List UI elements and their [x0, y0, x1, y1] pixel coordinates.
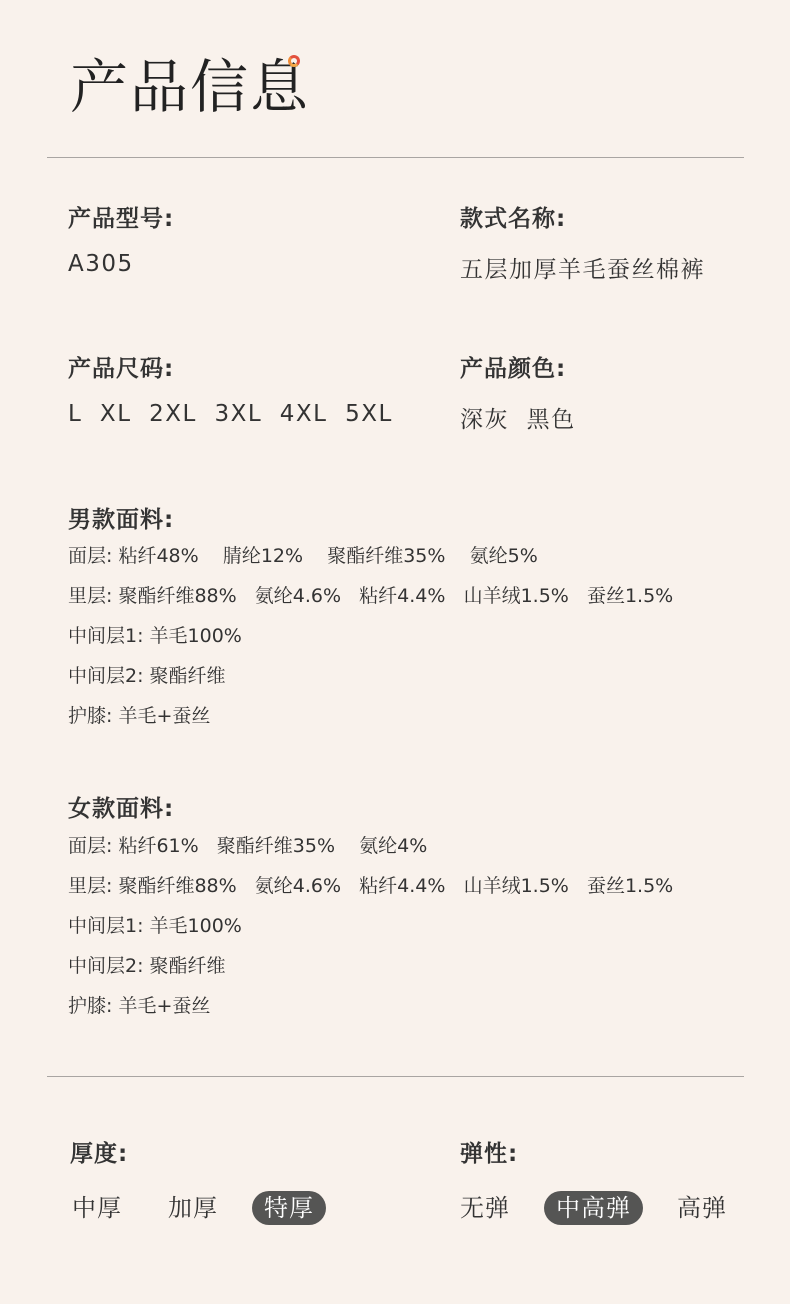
- men-fabric-line: 中间层2: 聚酯纤维: [68, 665, 226, 687]
- style-name-value: 五层加厚羊毛蚕丝棉裤: [460, 257, 705, 283]
- women-fabric-line: 中间层2: 聚酯纤维: [68, 955, 226, 977]
- men-fabric-line: 中间层1: 羊毛100%: [68, 625, 242, 647]
- divider-bottom: [47, 1076, 744, 1077]
- men-fabric-list: [68, 536, 673, 736]
- color-label: 产品颜色:: [460, 356, 567, 382]
- elasticity-option[interactable]: 高弹: [677, 1194, 727, 1222]
- elasticity-option[interactable]: 无弹: [460, 1194, 510, 1222]
- elasticity-options: [448, 1191, 739, 1225]
- men-fabric-line: 里层: 聚酯纤维88% 氨纶4.6% 粘纤4.4% 山羊绒1.5% 蚕丝1.5%: [68, 585, 674, 607]
- page-title: 产品信息: [70, 53, 311, 121]
- women-fabric-label: 女款面料:: [68, 796, 175, 822]
- thickness-label: 厚度:: [70, 1141, 129, 1167]
- thickness-option[interactable]: 加厚: [168, 1194, 218, 1222]
- model-label: 产品型号:: [68, 206, 175, 232]
- women-fabric-line: 面层: 粘纤61% 聚酯纤维35% 氨纶4%: [68, 835, 428, 857]
- thickness-options: [60, 1191, 326, 1225]
- model-value: A305: [68, 251, 134, 277]
- thickness-option[interactable]: 特厚: [252, 1191, 326, 1225]
- divider-top: [47, 157, 744, 158]
- women-fabric-line: 里层: 聚酯纤维88% 氨纶4.6% 粘纤4.4% 山羊绒1.5% 蚕丝1.5%: [68, 875, 674, 897]
- size-label: 产品尺码:: [68, 356, 175, 382]
- men-fabric-label: 男款面料:: [68, 507, 175, 533]
- elasticity-option[interactable]: 中高弹: [544, 1191, 643, 1225]
- color-value: 深灰 黑色: [460, 407, 576, 433]
- title-accent-dot: [288, 55, 300, 67]
- elasticity-label: 弹性:: [460, 1141, 519, 1167]
- thickness-option[interactable]: 中厚: [72, 1194, 122, 1222]
- women-fabric-list: [68, 826, 673, 1026]
- women-fabric-line: 中间层1: 羊毛100%: [68, 915, 242, 937]
- style-name-label: 款式名称:: [460, 206, 567, 232]
- women-fabric-line: 护膝: 羊毛+蚕丝: [68, 995, 211, 1017]
- men-fabric-line: 面层: 粘纤48% 腈纶12% 聚酯纤维35% 氨纶5%: [68, 545, 538, 567]
- size-value: L XL 2XL 3XL 4XL 5XL: [68, 401, 393, 427]
- men-fabric-line: 护膝: 羊毛+蚕丝: [68, 705, 211, 727]
